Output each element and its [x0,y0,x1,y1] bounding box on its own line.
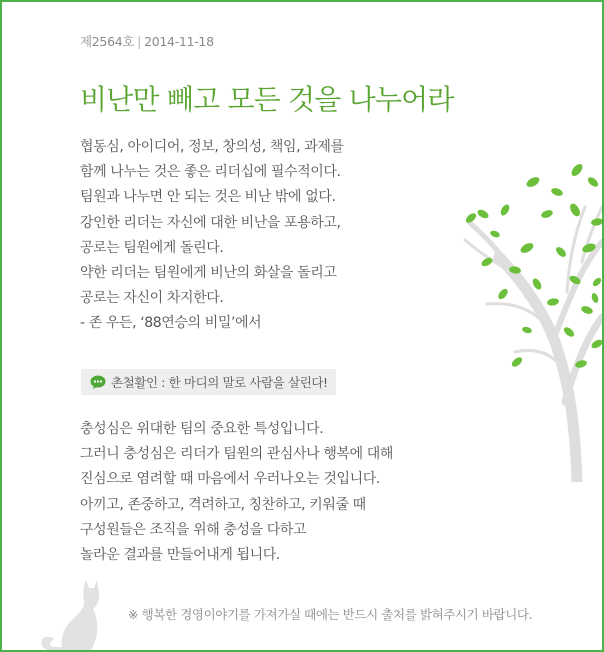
meta-separator: | [137,34,142,49]
issue-meta [80,32,214,50]
body-line: 아끼고, 존중하고, 격려하고, 칭찬하고, 키워줄 때 [80,496,366,513]
body-line: 구성원들은 조직을 위해 충성을 다하고 [80,521,307,538]
cat-silhouette [36,576,108,650]
issue-number: 제2564호 [80,34,135,49]
speech-bubble-icon [90,375,106,389]
page-title: 비난만 빼고 모든 것을 나누어라 [80,83,454,116]
quote-line: 공로는 팀원에게 돌린다. [80,239,224,256]
tree-illustration [457,152,602,482]
quote-line: 강인한 리더는 자신에 대한 비난을 포용하고, [80,214,341,231]
body-line: 충성심은 위대한 팀의 중요한 특성입니다. [80,421,324,437]
body-line: 진심으로 염려할 때 마음에서 우러나오는 것입니다. [80,471,380,488]
quote-line: 함께 나누는 것은 좋은 리더십에 필수적이다. [80,164,341,181]
body-line: 그러니 충성심은 리더가 팀원의 관심사나 행복에 대해 [80,446,394,463]
body-line: 놀라운 결과를 만들어내게 됩니다. [80,547,280,564]
quote-block [80,135,344,337]
quote-line: 약한 리더는 팀원에게 비난의 화살을 돌리고 [80,265,337,282]
body-block [80,417,393,568]
quote-line: 공로는 자신이 차지한다. [80,290,224,307]
tagline-text: 촌철활인 : 한 마디의 말로 사람을 살린다! [111,375,328,390]
tagline-box [81,369,336,395]
quote-line: 팀원과 나누면 안 되는 것은 비난 밖에 없다. [80,189,336,206]
quote-line: 협동심, 아이디어, 정보, 창의성, 책임, 과제를 [80,139,344,155]
issue-date: 2014-11-18 [144,34,214,49]
quote-source: - 존 우든, ‘88연승의 비밀’에서 [80,315,262,332]
footer-note: ※ 행복한 경영이야기를 가져가실 때에는 반드시 출처를 밝혀주시기 바랍니다. [128,607,533,622]
